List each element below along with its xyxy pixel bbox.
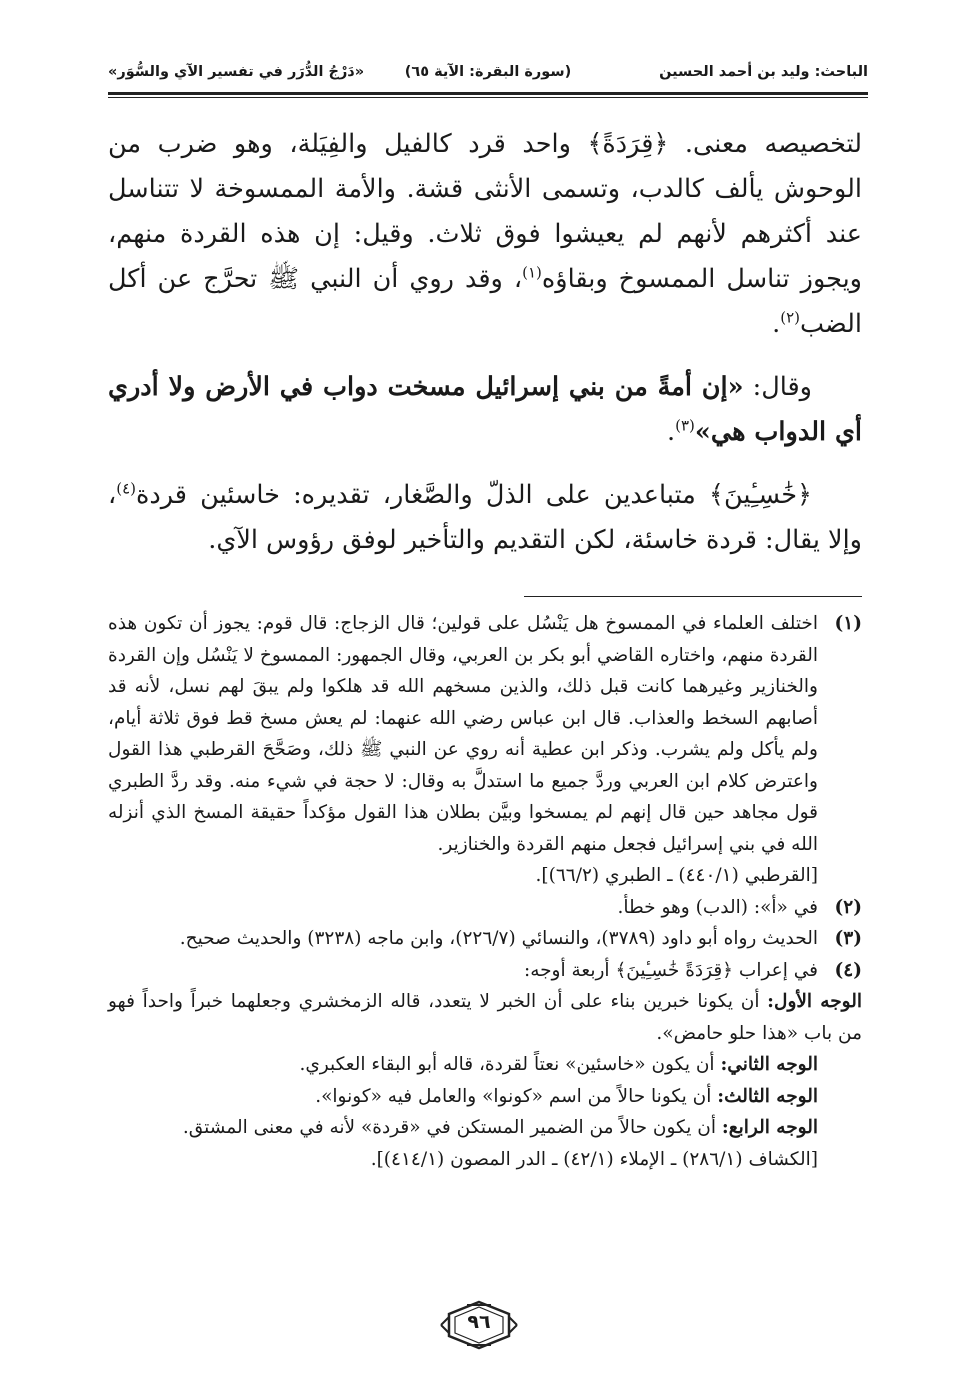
footnote-ref-3[interactable]: (٣) [675, 416, 695, 435]
footnote-4-reference: [الكشاف (٢٨٦/١) ـ الإملاء (٤٢/١) ـ الدر المصون (٤١٤/١)]. [370, 1148, 818, 1170]
footnote-3 [108, 923, 862, 955]
header-rule-thin [108, 97, 868, 98]
footnote-4 [108, 955, 862, 987]
irab-aspect-3: الوجه الثالث: أن يكونا حالاً من اسم «كونوا» والعامل فيه «كونوا». [315, 1085, 818, 1107]
paragraph-qiradah: لتخصيصه معنى. ﴿قِرَدَةً﴾ واحد قرد كالفيل والفِيَلة، وهو ضرب من الوحوش يألف كالدب، وتسمى الأنثى قشة. والأمة الممسوخة لا تتناسل عند أكثرهم لأنهم لم يعيشوا فوق ثلاث. وقيل: إن هذه القردة منهم، ويجوز تناسل الممسوخ وبقاؤه$^{(١)}$، وقد روي أن النبي ﷺ تحرَّج عن أكل الضب$^{(٢)}$. [108, 129, 862, 339]
footnote-1-reference: [القرطبي (٤٤٠/١) ـ الطبري (٦٦/٢)]. [535, 865, 818, 886]
header-book-title: «دَرْجُ الدُّرَر في تفسير الآي والسُّوَر» [108, 64, 365, 80]
footnote-number: (٢) [834, 896, 862, 918]
footnote-ref-4[interactable]: (٤) [116, 479, 137, 498]
footnote-ref-1[interactable]: (١) [522, 263, 542, 282]
footnote-1 [108, 608, 862, 860]
header-rule-thick [108, 92, 868, 95]
footnotes [108, 608, 862, 1175]
hadith-quote: «إن أمةً من بني إسرائيل مسخت دواب في الأرض ولا أدري أي الدواب هي» [108, 372, 862, 447]
footnote-text: الحديث رواه أبو داود (٣٧٨٩)، والنسائي (٢٢٦/٧)، وابن ماجه (٣٢٣٨) والحديث صحيح. [179, 928, 818, 949]
footnote-text: اختلف العلماء في الممسوخ هل يَنْسُل على قولين؛ قال الزجاج: قال قوم: يجوز أن تكون هذه القردة منهم، واختاره القاضي أبو بكر بن العربي، وقال الجمهور: الممسوخ لا يَنْسُل وإن القردة والخنازير وغيرهما كانت قبل ذلك، والذين مسخهم الله قد هلكوا ولم يبقَ لهم نسل، لأنه قد أصابهم السخط والعذاب. قال ابن عباس رضي الله عنهما: لم يعش مسخ قط فوق ثلاثة أيام، ولم يأكل ولم يشرب. وذكر ابن عطية أنه روي عن النبي ﷺ ذلك، وصَحَّحَ القرطبي هذا القول واعترض كلام ابن العربي وردَّ جميع ما استدلَّ به وقال: لا حجة في شيء منه. وقد ردَّ الطبري قول مجاهد حين قال إنهم لم يمسخوا وبيَّن بطلان هذا القول مؤكداً حقيقة المسخ الذي أنزله الله في بني إسرائيل فجعل منهم القردة والخنازير. [108, 613, 818, 855]
footnote-text: في «أ»: (الدب) وهو خطأ. [617, 896, 818, 918]
main-text [108, 122, 862, 563]
footnote-separator [524, 596, 862, 597]
paragraph-khasiin: ﴿خَٰسِـِٔينَ﴾ متباعدين على الذلّ والصَّغار، تقديره: خاسئين قردة$^{(٤)}$، وإلا يقال: قردة خاسئة، لكن التقديم والتأخير لوفق رؤوس الآي. [108, 479, 862, 555]
paragraph-hadith: وقال: «إن أمةً من بني إسرائيل مسخت دواب في الأرض ولا أدري أي الدواب هي»$^{(٣)}$. [108, 372, 862, 447]
header-author: الباحث: وليد بن أحمد الحسين [659, 64, 868, 80]
footnote-number: (٣) [834, 928, 862, 949]
irab-aspect-1: الوجه الأول: أن يكونا خبرين بناء على أن الخبر لا يتعدد، قاله الزمخشري وجعلهما خبراً واحداً فهو من باب «هذا حلو حامض». [108, 991, 862, 1044]
footnote-2 [108, 892, 862, 924]
irab-aspect-2: الوجه الثاني: أن يكون «خاسئين» نعتاً لقردة، قاله أبو البقاء العكبري. [299, 1054, 818, 1075]
footnote-ref-2[interactable]: (٢) [780, 308, 800, 327]
footnote-number: (١) [834, 613, 862, 634]
page-number: ٩٦ [467, 1311, 491, 1333]
footnote-text: في إعراب ﴿قِرَدَةً خَٰسِـِٔينَ﴾ أربعة أوجه: [523, 959, 818, 981]
running-header [108, 58, 868, 92]
header-surah-reference: (سورة البقرة: الآية ٦٥) [404, 64, 572, 80]
irab-aspect-4: الوجه الرابع: أن يكون حالاً من الضمير المستكن في «قردة» لأنه في معنى المشتق. [182, 1117, 818, 1138]
page-number-badge [437, 1300, 521, 1350]
footnote-number: (٤) [834, 959, 862, 981]
